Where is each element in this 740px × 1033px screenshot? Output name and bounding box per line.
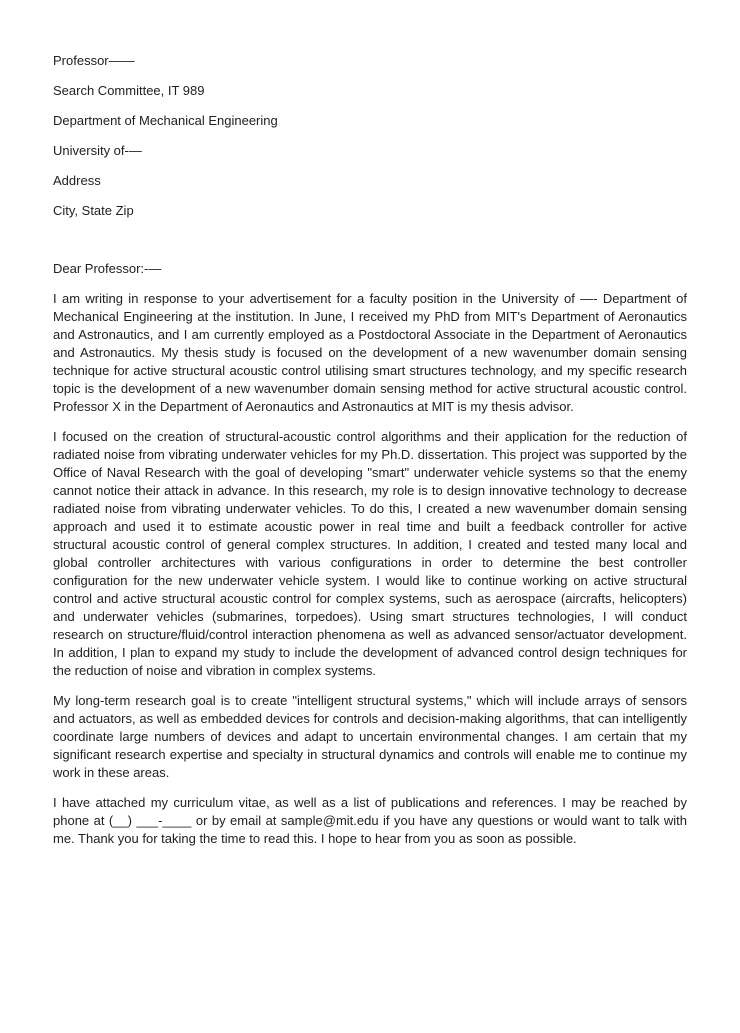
recipient-line-department: Department of Mechanical Engineering: [53, 113, 278, 128]
recipient-line-city-state-zip: City, State Zip: [53, 203, 134, 218]
recipient-line-address: Address: [53, 173, 101, 188]
body-paragraph-research-goals: My long-term research goal is to create "intelligent structural systems," which will include arrays of sensors and actuators, as well as embedded devices for controls and decision-making algorithms, that can intelligently coordinate large numbers of devices and adapt to uncertain environmental changes. I am certain that my significant research expertise and specialty in structural dynamics and controls will enable me to continue my work in these areas.: [53, 693, 687, 780]
recipient-line-professor: Professor——: [53, 53, 135, 68]
recipient-line-university: University of-—: [53, 143, 142, 158]
body-paragraph-closing: I have attached my curriculum vitae, as well as a list of publications and references. I may be reached by phone at (__) ___-____ or by email at sample@mit.edu if you have any questions or would want to talk with me. Thank you for taking the time to read this. I hope to hear from you as soon as possible.: [53, 795, 687, 846]
recipient-block: [53, 52, 687, 220]
recipient-line-search-committee: Search Committee, IT 989: [53, 83, 205, 98]
body-paragraph-introduction: I am writing in response to your advertisement for a faculty position in the University of —- Department of Mechanical Engineering at the institution. In June, I received my PhD from MIT's Department of Aeronautics and Astronautics, and I am currently employed as a Postdoctoral Associate in the Department of Aeronautics and Astronautics. My thesis study is focused on the development of a new wavenumber domain sensing technique for active structural acoustic control utilising smart structures technology, and my specific research topic is the development of a new wavenumber domain sensing method for active structural acoustic control. Professor X in the Department of Aeronautics and Astronautics at MIT is my thesis advisor.: [53, 291, 687, 414]
salutation: Dear Professor:-—: [53, 261, 162, 276]
body-paragraph-research-experience: I focused on the creation of structural-acoustic control algorithms and their application for the reduction of radiated noise from vibrating underwater vehicles for my Ph.D. dissertation. This project was supported by the Office of Naval Research with the goal of developing "smart" underwater vehicle systems so that the enemy cannot notice their attack in advance. In this research, my role is to design innovative technology to decrease radiated noise from vibrating underwater vehicles. To do this, I created a new wavenumber domain sensing approach and used it to estimate acoustic power in real time and built a feedback controller for active structural acoustic control of general complex structures. In addition, I created and tested many local and global controller architectures with various configurations in order to determine the best controller configuration for the new underwater vehicle system. I would like to continue working on active structural control and active structural acoustic control for complex systems, such as aerospace (aircrafts, helicopters) and underwater vehicles (submarines, torpedoes). Using smart structures technologies, I will conduct research on structure/fluid/control interaction phenomena as well as advanced sensor/actuator development. In addition, I plan to expand my study to include the development of advanced control design techniques for the reduction of noise and vibration in complex systems.: [53, 429, 687, 678]
